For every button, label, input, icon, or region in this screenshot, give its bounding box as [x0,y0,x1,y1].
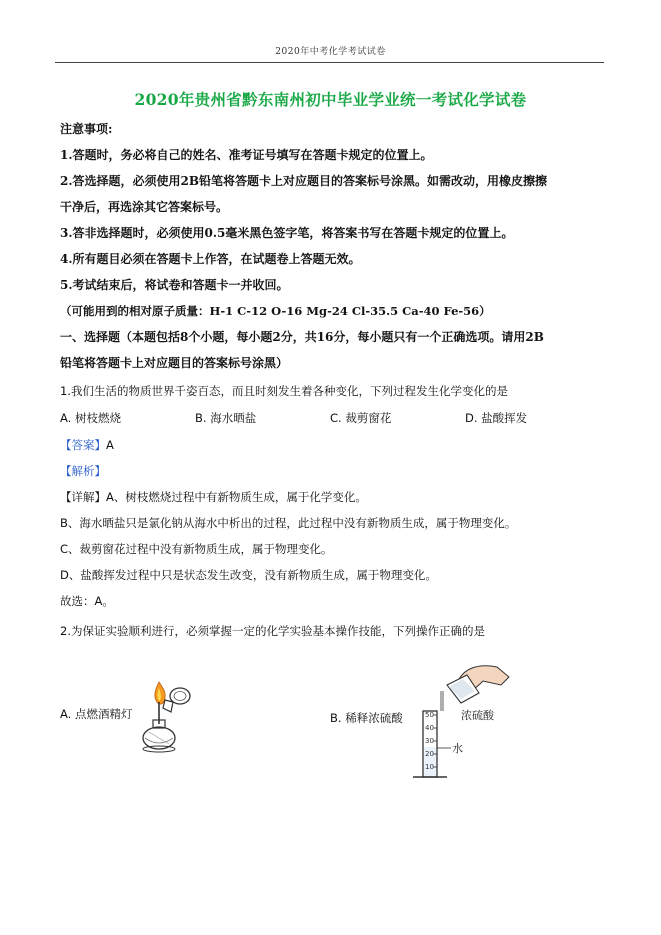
q1-detail-line-b: B、海水晒盐只是氯化钠从海水中析出的过程，此过程中没有新物质生成，属于物理变化。 [60,516,517,530]
acid-label: 浓硫酸 [461,709,494,722]
scale-tick-50: 50 [425,711,434,719]
notice-item-4: 4.所有题目必须在答题卡上作答，在试题卷上答题无效。 [60,252,361,266]
analysis-tag: 【解析】 [60,464,106,478]
alcohol-lamp-lighting-figure [135,676,205,754]
q2-option-b: B. 稀释浓硫酸 [330,711,403,725]
dilute-sulfuric-acid-figure [405,655,515,785]
q1-detail-line-a [60,488,605,506]
section1-heading-cont: 铅笔将答题卡上对应题目的答案标号涂黑） [60,356,289,370]
notice-item-1: 1.答题时，务必将自己的姓名、准考证号填写在答题卡规定的位置上。 [60,148,433,162]
q1-detail-line-c: C、裁剪窗花过程中没有新物质生成，属于物理变化。 [60,542,333,556]
scale-tick-40: 40 [425,724,434,732]
q2-option-a: A. 点燃酒精灯 [60,707,133,721]
q1-stem: 1.我们生活的物质世界千姿百态，而且时刻发生着各种变化，下列过程发生化学变化的是 [60,384,508,398]
q1-option-c: C. 裁剪窗花 [330,411,392,425]
answer-tag: 【答案】 [60,438,106,452]
exam-title: 2020年贵州省黔东南州初中毕业学业统一考试化学试卷 [134,90,527,109]
q1-analysis-line [60,462,605,480]
q1-option-b: B. 海水晒盐 [195,411,257,425]
q1-option-d: D. 盐酸挥发 [465,411,528,425]
q1-answer-line [60,436,605,454]
notice-item-3: 3.答非选择题时，必须使用0.5毫米黑色签字笔，将答案书写在答题卡规定的位置上。 [60,226,514,240]
scale-tick-30: 30 [425,737,434,745]
answer-value: A [106,438,114,452]
q1-option-a: A. 树枝燃烧 [60,411,121,425]
notice-item-2-cont: 干净后，再选涂其它答案标号。 [60,200,229,214]
section1-heading: 一、选择题（本题包括8个小题，每小题2分，共16分，每小题只有一个正确选项。请用2B [60,330,544,344]
notice-item-5: 5.考试结束后，将试卷和答题卡一并收回。 [60,278,289,292]
q2-stem: 2.为保证实验顺利进行，必须掌握一定的化学实验基本操作技能，下列操作正确的是 [60,624,485,638]
detail-text-a: A、树枝燃烧过程中有新物质生成，属于化学变化。 [106,490,367,504]
running-header: 2020年中考化学考试试卷 [275,47,386,57]
water-label: 水 [452,742,463,755]
notice-heading: 注意事项: [60,122,113,136]
scale-tick-20: 20 [425,750,434,758]
scale-tick-10: 10 [425,763,434,771]
q1-conclusion: 故选：A。 [60,594,114,608]
atomic-masses: （可能用到的相对原子质量：H-1 C-12 O-16 Mg-24 Cl-35.5 Ca-40 Fe-56） [60,304,491,318]
q1-detail-line-d: D、盐酸挥发过程中只是状态发生改变，没有新物质生成，属于物理变化。 [60,568,437,582]
detail-tag: 【详解】 [60,490,106,504]
notice-item-2: 2.答选择题，必须使用2B铅笔将答题卡上对应题目的答案标号涂黑。如需改动，用橡皮擦擦 [60,174,548,188]
header-divider [55,62,604,63]
